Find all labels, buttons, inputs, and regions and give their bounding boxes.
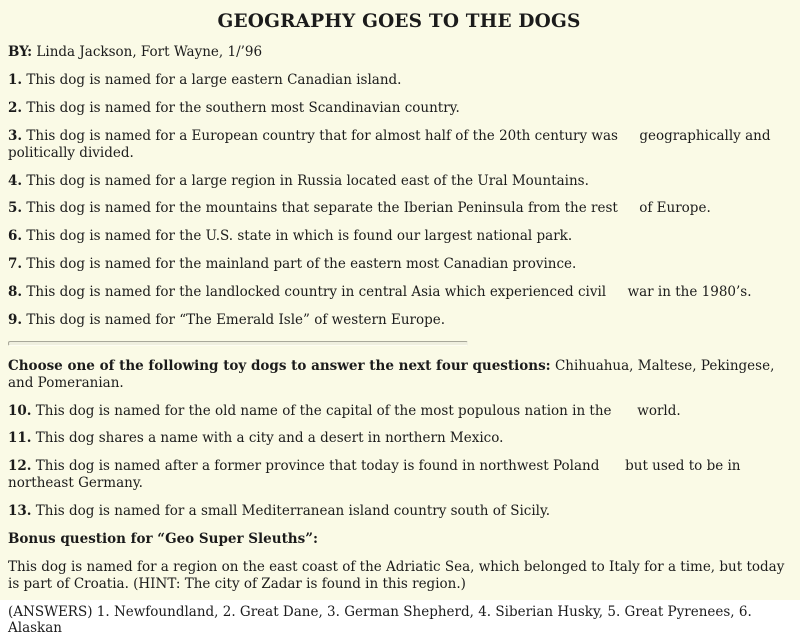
question-text: This dog is named for a large eastern Canadian island.	[22, 72, 401, 88]
question-item	[8, 200, 790, 217]
choose-instruction	[8, 358, 790, 392]
choose-instruction-label: Choose one of the following toy dogs to answer the next four questions:	[8, 358, 551, 374]
bonus-question-text: This dog is named for a region on the east coast of the Adriatic Sea, which belonged to Italy for a time, but today is part of Croatia. (HINT: The city of Zadar is found in this region.)	[8, 559, 790, 593]
question-text: This dog is named for the mountains that separate the Iberian Peninsula from the rest of Europe.	[22, 200, 711, 216]
question-text: This dog is named for the old name of the capital of the most populous nation in the world.	[32, 403, 681, 419]
question-number: 11.	[8, 430, 32, 446]
question-item	[8, 173, 790, 190]
byline-text: Linda Jackson, Fort Wayne, 1/’96	[32, 44, 262, 60]
page-title: GEOGRAPHY GOES TO THE DOGS	[8, 10, 790, 33]
question-number: 10.	[8, 403, 32, 419]
question-text: This dog is named for the landlocked country in central Asia which experienced civil war in the 1980’s.	[22, 284, 751, 300]
question-number: 7.	[8, 256, 22, 272]
question-number: 6.	[8, 228, 22, 244]
question-item	[8, 228, 790, 245]
question-text: This dog is named for the mainland part of the eastern most Canadian province.	[22, 256, 576, 272]
question-text: This dog is named for the U.S. state in which is found our largest national park.	[22, 228, 572, 244]
question-item	[8, 100, 790, 117]
question-item	[8, 503, 790, 520]
question-text: This dog shares a name with a city and a desert in northern Mexico.	[32, 430, 504, 446]
question-number: 12.	[8, 458, 32, 474]
bonus-heading	[8, 531, 790, 548]
question-text: This dog is named for a small Mediterranean island country south of Sicily.	[32, 503, 551, 519]
question-number: 9.	[8, 312, 22, 328]
question-item	[8, 128, 790, 162]
question-item	[8, 312, 790, 329]
byline-label: BY:	[8, 44, 32, 60]
question-text: This dog is named for a European country that for almost half of the 20th century was geographically and politically divided.	[8, 128, 775, 161]
question-number: 1.	[8, 72, 22, 88]
choose-instruction-text: Chihuahua, Maltese, Pekingese, and Pomeranian.	[8, 358, 779, 391]
question-number: 5.	[8, 200, 22, 216]
question-text: This dog is named for “The Emerald Isle” of western Europe.	[22, 312, 445, 328]
question-number: 8.	[8, 284, 22, 300]
answers-line: (ANSWERS) 1. Newfoundland, 2. Great Dane, 3. German Shepherd, 4. Siberian Husky, 5. Great Pyrenees, 6. Alaskan	[8, 604, 790, 637]
question-text: This dog is named for a large region in Russia located east of the Ural Mountains.	[22, 173, 589, 189]
question-number: 3.	[8, 128, 22, 144]
question-item	[8, 458, 790, 492]
section-divider	[8, 341, 468, 346]
question-item	[8, 430, 790, 447]
question-item	[8, 256, 790, 273]
byline	[8, 44, 790, 61]
question-item	[8, 72, 790, 89]
question-number: 2.	[8, 100, 22, 116]
question-item	[8, 403, 790, 420]
bonus-heading-label: Bonus question for “Geo Super Sleuths”:	[8, 531, 318, 547]
question-text: This dog is named for the southern most Scandinavian country.	[22, 100, 460, 116]
question-number: 13.	[8, 503, 32, 519]
question-item	[8, 284, 790, 301]
question-text: This dog is named after a former province that today is found in northwest Poland but used to be in northeast Germany.	[8, 458, 745, 491]
question-number: 4.	[8, 173, 22, 189]
